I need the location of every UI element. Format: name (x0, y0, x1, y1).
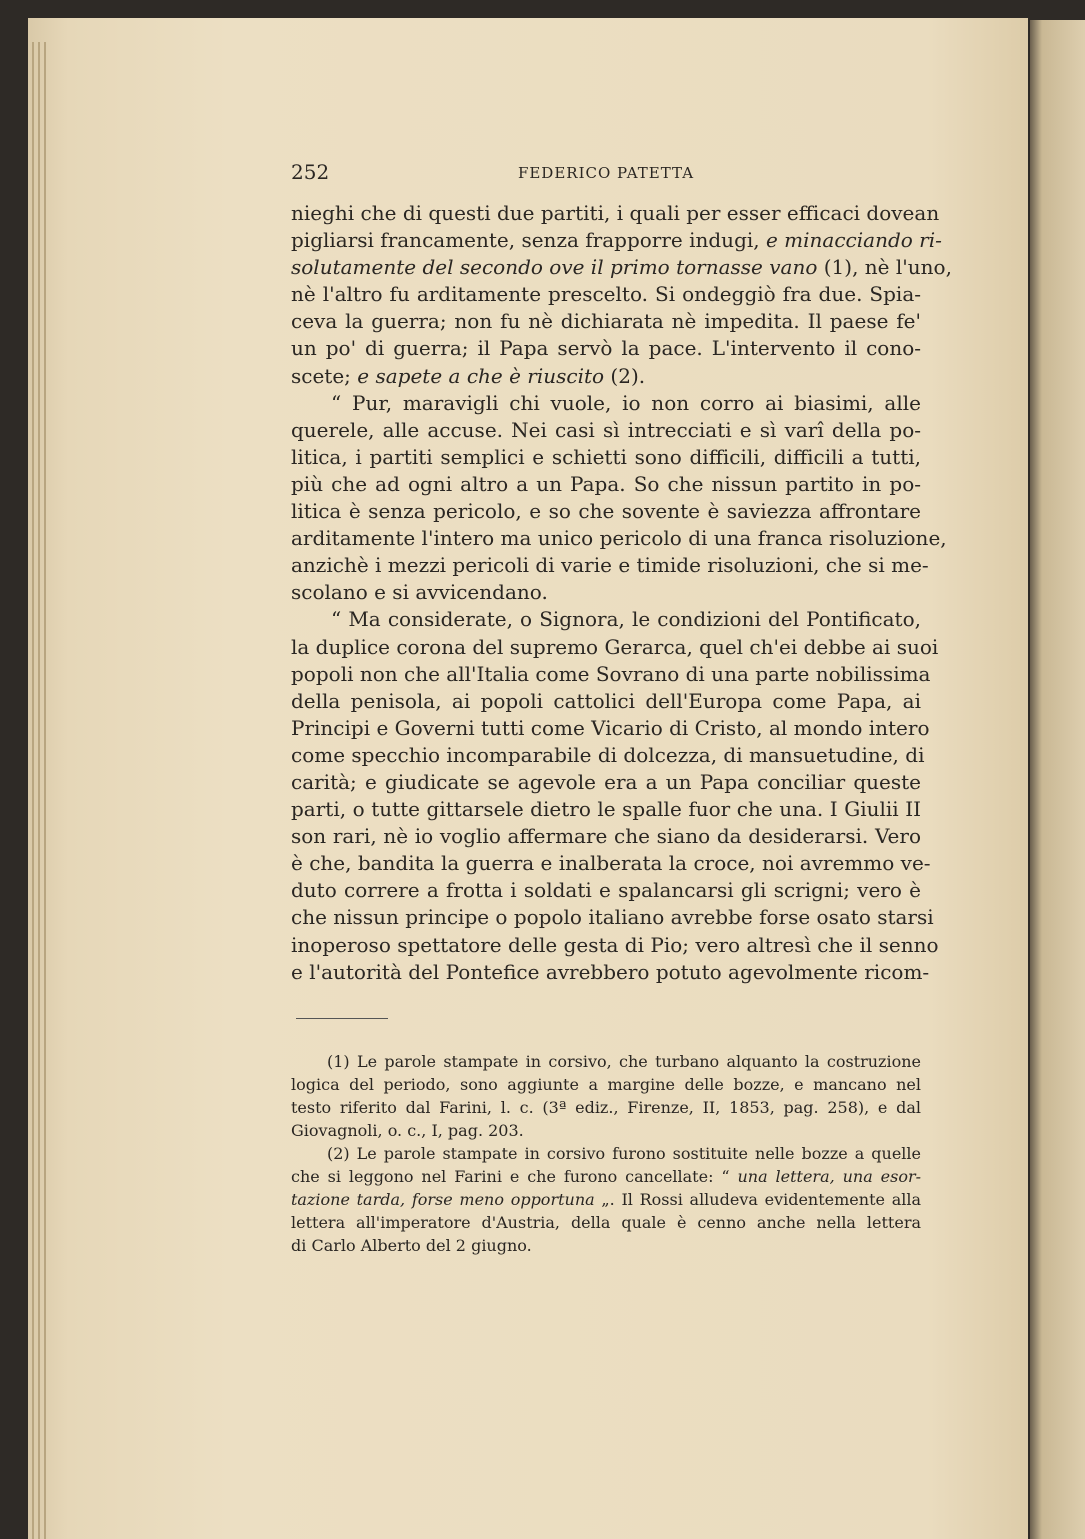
text-segment: un po' di guerra; il Papa servò la pace. L'intervento il cono- (291, 336, 921, 361)
page-number: 252 (291, 160, 330, 184)
footnote-line (291, 1119, 921, 1142)
text-segment: (2) Le parole stampate in corsivo furono sostituite nelle bozze a quelle (327, 1144, 921, 1163)
text-line (291, 634, 939, 661)
text-segment: la duplice corona del supremo Gerarca, quel ch'ei debbe ai suoi (291, 634, 939, 659)
text-line (291, 823, 921, 850)
italic-text: e sapete a che è riuscito (357, 363, 605, 388)
text-segment: e l'autorità del Pontefice avrebbero potuto agevolmente ricom- (291, 959, 930, 984)
text-line (291, 363, 921, 390)
text-line (291, 525, 947, 552)
text-segment: carità; e giudicate se agevole era a un Papa conciliar queste (291, 769, 921, 794)
footnote-line (291, 1188, 921, 1211)
text-segment: che si leggono nel Farini e che furono cancellate: “ (291, 1167, 738, 1186)
text-segment: “ Ma considerate, o Signora, le condizioni del Pontificato, (331, 607, 921, 632)
text-segment: logica del periodo, sono aggiunte a margine delle bozze, e mancano nel (291, 1075, 921, 1094)
text-segment: parti, o tutte gittarsele dietro le spalle fuor che una. I Giulii II (291, 797, 921, 822)
text-segment: Giovagnoli, o. c., I, pag. 203. (291, 1121, 524, 1140)
text-segment: scolano e si avvicendano. (291, 580, 548, 605)
text-segment: popoli non che all'Italia come Sovrano di una parte nobilissima (291, 661, 931, 686)
text-line (291, 932, 939, 959)
page-edge (32, 42, 34, 1539)
text-segment: Principi e Governi tutti come Vicario di Cristo, al mondo intero (291, 715, 930, 740)
text-segment: come specchio incomparabile di dolcezza, di mansuetudine, di (291, 742, 925, 767)
text-segment: che nissun principe o popolo italiano avrebbe forse osato starsi (291, 905, 934, 930)
footnote-line (291, 1142, 921, 1165)
text-segment: litica, i partiti semplici e schietti sono difficili, difficili a tutti, (291, 444, 921, 469)
text-line (291, 688, 921, 715)
text-segment: ceva la guerra; non fu nè dichiarata nè impedita. Il paese fe' (291, 309, 921, 334)
footnote-rule (296, 1018, 388, 1019)
text-segment: (2). (604, 363, 646, 388)
facing-page-edge (1030, 20, 1085, 1539)
text-line (291, 335, 921, 362)
text-line (291, 715, 930, 742)
text-line (291, 390, 921, 417)
text-segment: arditamente l'intero ma unico pericolo di una franca risoluzione, (291, 526, 947, 551)
body-text (291, 200, 952, 986)
text-line (291, 742, 925, 769)
text-segment: inoperoso spettatore delle gesta di Pio; vero altresì che il senno (291, 932, 939, 957)
text-line (291, 444, 921, 471)
italic-text: solutamente del secondo ove il primo tornasse vano (291, 255, 818, 280)
text-segment: più che ad ogni altro a un Papa. So che nissun partito in po- (291, 471, 921, 496)
text-segment: „. Il Rossi alludeva evidentemente alla (594, 1190, 922, 1209)
text-line (291, 850, 931, 877)
text-segment: scete; (291, 363, 358, 388)
text-line (291, 281, 921, 308)
text-line (291, 661, 931, 688)
text-line (291, 498, 921, 525)
text-line (291, 200, 940, 227)
text-line (291, 254, 952, 281)
page-edge (38, 42, 40, 1539)
page-edge (44, 42, 46, 1539)
footnote-line (291, 1165, 921, 1188)
text-line (291, 308, 921, 335)
text-line (291, 769, 921, 796)
text-segment: (1) Le parole stampate in corsivo, che turbano alquanto la costruzione (327, 1052, 921, 1071)
text-segment: duto correre a frotta i soldati e spalancarsi gli scrigni; vero è (291, 878, 921, 903)
text-line (291, 471, 921, 498)
footnote-line (291, 1073, 921, 1096)
text-segment: nè l'altro fu arditamente prescelto. Si ondeggiò fra due. Spia- (291, 282, 921, 307)
text-line (291, 579, 921, 606)
text-segment: lettera all'imperatore d'Austria, della quale è cenno anche nella lettera (291, 1213, 921, 1232)
text-line (291, 877, 921, 904)
text-segment: è che, bandita la guerra e inalberata la croce, noi avremmo ve- (291, 851, 931, 876)
text-line (291, 227, 942, 254)
text-line (291, 606, 921, 633)
footnote-line (291, 1234, 921, 1257)
text-line (291, 904, 934, 931)
text-segment: nieghi che di questi due partiti, i quali per esser efficaci dovean (291, 201, 940, 225)
text-line (291, 417, 921, 444)
footnote-line (291, 1211, 921, 1234)
text-line (291, 552, 929, 579)
text-segment: son rari, nè io voglio affermare che siano da desiderarsi. Vero (291, 824, 921, 849)
footnote-line (291, 1050, 921, 1073)
running-head: FEDERICO PATETTA (517, 164, 695, 182)
text-segment: “ Pur, maravigli chi vuole, io non corro ai biasimi, alle (331, 390, 921, 415)
text-segment: querele, alle accuse. Nei casi sì intrecciati e sì varî della po- (291, 417, 921, 442)
footnote-line (291, 1096, 921, 1119)
text-segment: (1), nè l'uno, (817, 255, 952, 280)
text-line (291, 959, 930, 986)
text-segment: testo riferito dal Farini, l. c. (3ª ediz., Firenze, II, 1853, pag. 258), e dal (291, 1098, 921, 1117)
italic-text: una lettera, una esor- (737, 1167, 921, 1186)
italic-text: e minacciando ri- (765, 228, 942, 253)
text-segment: della penisola, ai popoli cattolici dell'Europa come Papa, ai (291, 688, 921, 713)
text-segment: litica è senza pericolo, e so che sovente è saviezza affrontare (291, 499, 921, 524)
text-segment: di Carlo Alberto del 2 giugno. (291, 1236, 532, 1255)
text-segment: pigliarsi francamente, senza frapporre indugi, (291, 228, 766, 253)
text-segment: anzichè i mezzi pericoli di varie e timide risoluzioni, che si me- (291, 553, 929, 578)
text-line (291, 796, 921, 823)
footnotes (291, 1050, 921, 1257)
italic-text: tazione tarda, forse meno opportuna (291, 1190, 595, 1209)
